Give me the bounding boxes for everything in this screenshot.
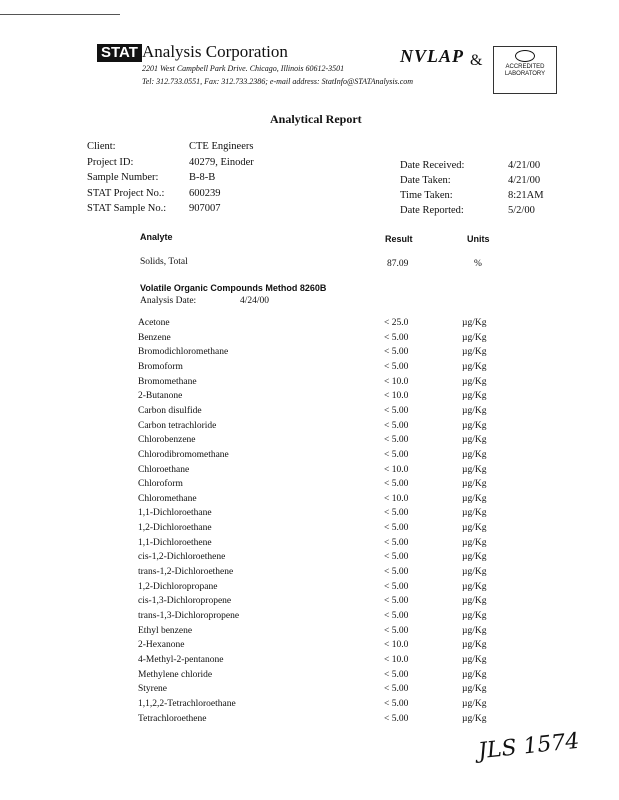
analyte-name: Chlorodibromomethane xyxy=(138,449,229,460)
analyte-units: µg/Kg xyxy=(462,625,487,636)
analyte-units: µg/Kg xyxy=(462,420,487,431)
analyte-units: µg/Kg xyxy=(462,493,487,504)
analyte-result: < 5.00 xyxy=(384,420,409,431)
analyte-units: µg/Kg xyxy=(462,537,487,548)
laboratory-text: LABORATORY xyxy=(504,71,546,77)
analyte-name: 1,1-Dichloroethane xyxy=(138,508,212,519)
analyte-name: Carbon disulfide xyxy=(138,405,202,416)
client-info-value: 40279, Einoder xyxy=(189,156,254,168)
analyte-units: µg/Kg xyxy=(462,508,487,519)
analyte-result: < 5.00 xyxy=(384,405,409,416)
analyte-units: µg/Kg xyxy=(462,669,487,680)
report-title: Analytical Report xyxy=(270,112,362,126)
analysis-date-label: Analysis Date: xyxy=(140,296,197,306)
date-label: Time Taken: xyxy=(400,190,453,201)
voc-section-title: Volatile Organic Compounds Method 8260B xyxy=(140,283,327,293)
scan-mark xyxy=(0,14,120,15)
analyte-name: Chloromethane xyxy=(138,493,197,504)
company-name: Analysis Corporation xyxy=(142,42,288,61)
analyte-units: µg/Kg xyxy=(462,567,487,578)
units-header: Units xyxy=(467,234,490,244)
analyte-name: 4-Methyl-2-pentanone xyxy=(138,654,224,665)
company-contact: Tel: 312.733.0551, Fax: 312.733.2386; e-mail address: StatInfo@STATAnalysis.com xyxy=(142,77,414,86)
analyte-units: µg/Kg xyxy=(462,654,487,665)
result-header: Result xyxy=(385,234,413,244)
analyte-name: Acetone xyxy=(138,318,170,328)
analyte-name: Styrene xyxy=(138,684,168,695)
analyte-result: < 5.00 xyxy=(384,698,409,709)
date-value: 4/21/00 xyxy=(508,175,541,186)
client-info-label: STAT Sample No.: xyxy=(87,203,167,214)
analyte-result: < 5.00 xyxy=(384,449,409,460)
analyte-units: µg/Kg xyxy=(462,347,487,358)
analyte-name: Tetrachloroethene xyxy=(138,713,207,724)
analyte-result: < 10.0 xyxy=(384,391,409,402)
analyte-result: < 5.00 xyxy=(384,713,409,724)
analyte-result: < 5.00 xyxy=(384,567,409,578)
analyte-units: µg/Kg xyxy=(462,391,487,402)
analyte-units: µg/Kg xyxy=(462,698,487,709)
analyte-name: Ethyl benzene xyxy=(138,625,193,636)
analyte-result: < 10.0 xyxy=(384,493,409,504)
analyte-units: µg/Kg xyxy=(462,581,487,592)
analyte-units: µg/Kg xyxy=(462,318,487,328)
analyte-result: < 5.00 xyxy=(384,537,409,548)
solids-units: % xyxy=(474,259,482,269)
analyte-units: µg/Kg xyxy=(462,435,487,446)
analyte-units: µg/Kg xyxy=(462,684,487,695)
analyte-name: 1,2-Dichloroethane xyxy=(138,523,212,534)
stat-logo: STAT xyxy=(97,44,142,62)
solids-result: 87.09 xyxy=(387,259,409,269)
analyte-name: trans-1,3-Dichloropropene xyxy=(138,611,240,621)
analyte-name: 1,1,2,2-Tetrachloroethane xyxy=(138,698,236,709)
client-info-value: CTE Engineers xyxy=(189,141,254,152)
client-info-label: Project ID: xyxy=(87,156,134,168)
analyte-result: < 5.00 xyxy=(384,669,409,680)
analyte-result: < 5.00 xyxy=(384,581,409,592)
analyte-name: Methylene chloride xyxy=(138,669,213,680)
client-info-label: Sample Number: xyxy=(87,172,159,183)
analyte-result: < 10.0 xyxy=(384,376,409,387)
analyte-units: µg/Kg xyxy=(462,713,487,724)
company-address: 2201 West Campbell Park Drive. Chicago, Illinois 60612-3501 xyxy=(142,64,345,73)
accredited-laboratory-seal xyxy=(493,46,557,94)
analyte-result: < 5.00 xyxy=(384,611,409,621)
analyte-header: Analyte xyxy=(140,232,173,242)
client-info-value: B-8-B xyxy=(189,172,216,183)
analyte-units: µg/Kg xyxy=(462,552,487,563)
eye-icon xyxy=(515,50,535,62)
date-value: 8:21AM xyxy=(508,190,544,201)
nvlap-logo: NVLAP xyxy=(400,46,465,66)
analyte-units: µg/Kg xyxy=(462,464,487,475)
client-info-value: 600239 xyxy=(189,187,221,199)
analyte-units: µg/Kg xyxy=(462,611,487,621)
analyte-name: 1,2-Dichloropropane xyxy=(138,581,218,592)
analyte-result: < 5.00 xyxy=(384,479,409,490)
analyte-name: cis-1,2-Dichloroethene xyxy=(138,552,226,563)
analyte-name: Chloroethane xyxy=(138,464,190,475)
date-value: 4/21/00 xyxy=(508,160,541,171)
analyte-result: < 5.00 xyxy=(384,508,409,519)
analyte-name: Chlorobenzene xyxy=(138,435,196,446)
analyte-name: Bromoform xyxy=(138,361,183,372)
date-label: Date Received: xyxy=(400,160,465,171)
analyte-units: µg/Kg xyxy=(462,449,487,460)
analyte-result: < 5.00 xyxy=(384,435,409,446)
analyte-result: < 5.00 xyxy=(384,596,409,607)
analyte-name: 1,1-Dichloroethene xyxy=(138,537,212,548)
analyte-result: < 25.0 xyxy=(384,318,409,328)
analyte-units: µg/Kg xyxy=(462,640,487,651)
handwritten-note: JLS 1574 xyxy=(476,728,581,765)
date-label: Date Taken: xyxy=(400,175,451,186)
client-info-label: STAT Project No.: xyxy=(87,187,165,199)
analyte-name: Benzene xyxy=(138,332,171,343)
analyte-name: Bromodichloromethane xyxy=(138,347,229,358)
analyte-units: µg/Kg xyxy=(462,405,487,416)
analyte-units: µg/Kg xyxy=(462,376,487,387)
analysis-date-value: 4/24/00 xyxy=(240,296,270,306)
analyte-units: µg/Kg xyxy=(462,479,487,490)
analyte-name: 2-Butanone xyxy=(138,391,183,402)
ampersand: & xyxy=(470,52,483,69)
analyte-result: < 10.0 xyxy=(384,654,409,665)
analyte-name: Chloroform xyxy=(138,479,183,490)
analyte-name: 2-Hexanone xyxy=(138,640,185,651)
analyte-units: µg/Kg xyxy=(462,361,487,372)
analyte-name: cis-1,3-Dichloropropene xyxy=(138,596,232,607)
client-info-value: 907007 xyxy=(189,203,221,214)
date-label: Date Reported: xyxy=(400,205,464,216)
analyte-result: < 5.00 xyxy=(384,684,409,695)
analyte-units: µg/Kg xyxy=(462,332,487,343)
analyte-result: < 5.00 xyxy=(384,347,409,358)
analyte-units: µg/Kg xyxy=(462,523,487,534)
analyte-result: < 5.00 xyxy=(384,361,409,372)
analyte-result: < 5.00 xyxy=(384,332,409,343)
analyte-result: < 5.00 xyxy=(384,552,409,563)
analyte-result: < 5.00 xyxy=(384,523,409,534)
solids-name: Solids, Total xyxy=(140,257,188,267)
analyte-name: trans-1,2-Dichloroethene xyxy=(138,567,234,578)
analyte-units: µg/Kg xyxy=(462,596,487,607)
date-value: 5/2/00 xyxy=(508,205,535,216)
client-info-label: Client: xyxy=(87,141,116,152)
analyte-name: Carbon tetrachloride xyxy=(138,420,217,431)
accredited-text: ACCREDITED xyxy=(505,64,545,70)
analyte-result: < 10.0 xyxy=(384,464,409,475)
analyte-name: Bromomethane xyxy=(138,376,197,387)
analyte-result: < 10.0 xyxy=(384,640,409,651)
analyte-result: < 5.00 xyxy=(384,625,409,636)
